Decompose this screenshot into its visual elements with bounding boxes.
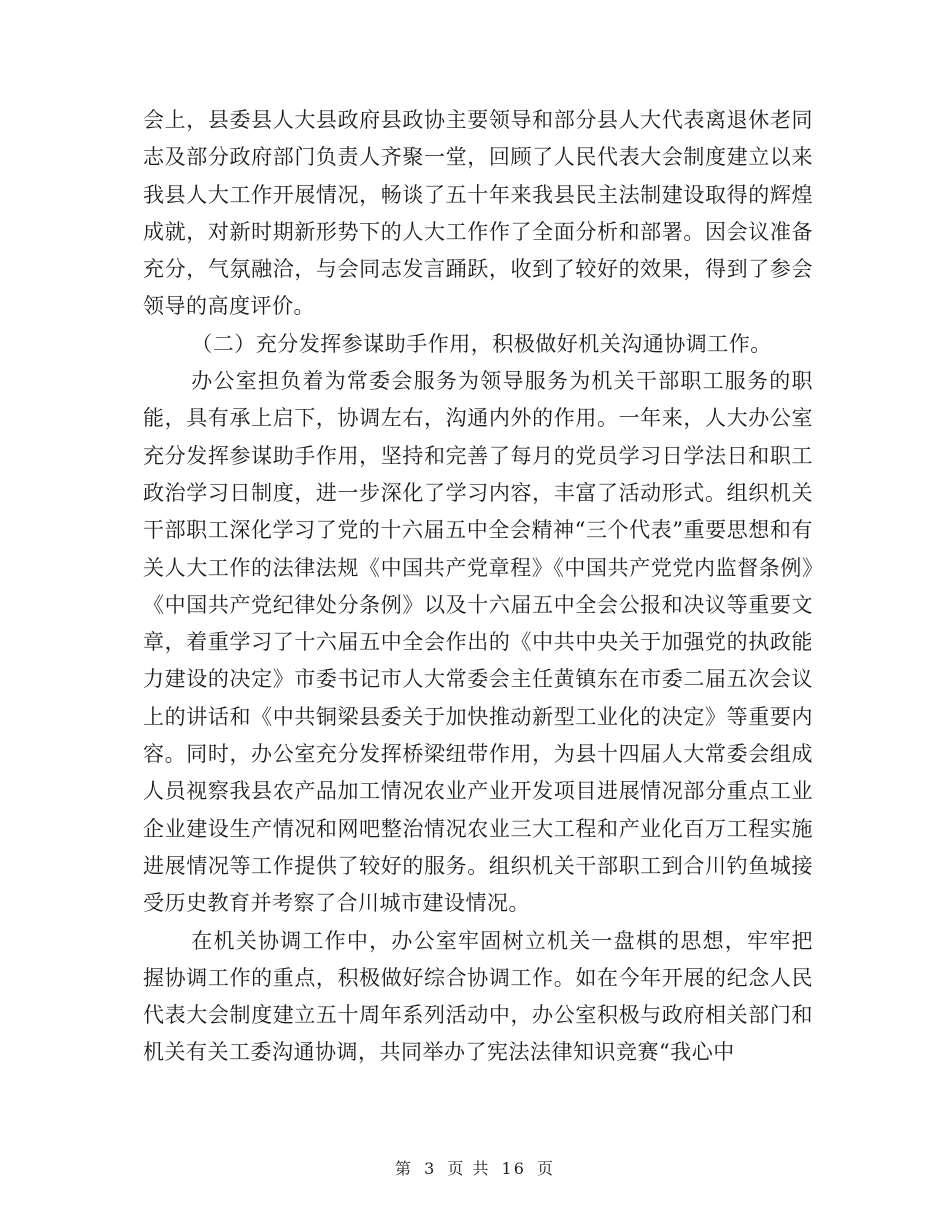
footer-prefix: 第: [394, 1159, 413, 1178]
paragraph-meeting-summary: 会上，县委县人大县政府县政协主要领导和部分县人大代表离退休老同志及部分政府部门负责人齐聚一堂，回顾了人民代表大会制度建立以来我县人大工作开展情况，畅谈了五十年来我县民主法制建设取得的辉煌成就，对新时期新形势下的人大工作作了全面分析和部署。因会议准备充分，气氛融洽，与会同志发言踊跃，收到了较好的效果，得到了参会领导的高度评价。: [143, 108, 813, 319]
section-heading-coordination: （二）充分发挥参谋助手作用，积极做好机关沟通协调工作。: [191, 331, 772, 356]
document-body: [143, 102, 813, 1072]
footer-total-pages: 16: [501, 1159, 526, 1178]
footer-suffix: 页: [537, 1159, 556, 1178]
paragraph-coordination-work: 在机关协调工作中，办公室牢固树立机关一盘棋的思想，牢牢把握协调工作的重点，积极做好综合协调工作。如在今年开展的纪念人民代表大会制度建立五十周年系列活动中，办公室积极与政府相关部门和机关有关工委沟通协调，共同举办了宪法法律知识竞赛“我心中: [143, 928, 813, 1065]
page-number-footer: [0, 1156, 950, 1179]
paragraph-office-duties: 办公室担负着为常委会服务为领导服务为机关干部职工服务的职能，具有承上启下，协调左右，沟通内外的作用。一年来，人大办公室充分发挥参谋助手作用，坚持和完善了每月的党员学习日学法日和职工政治学习日制度，进一步深化了学习内容，丰富了活动形式。组织机关干部职工深化学习了党的十六届五中全会精神“三个代表”重要思想和有关人大工作的法律法规《中国共产党章程》《中国共产党党内监督条例》《中国共产党纪律处分条例》以及十六届五中全会公报和决议等重要文章，着重学习了十六届五中全会作出的《中共中央关于加强党的执政能力建设的决定》市委书记市人大常委会主任黄镇东在市委二届五次会议上的讲话和《中共铜梁县委关于加快推动新型工业化的决定》等重要内容。同时，办公室充分发挥桥梁纽带作用，为县十四届人大常委会组成人员视察我县农产品加工情况农业产业开发项目进展情况部分重点工业企业建设生产情况和网吧整治情况农业三大工程和产业化百万工程实施进展情况等工作提供了较好的服务。组织机关干部职工到合川钓鱼城接受历史教育并考察了合川城市建设情况。: [143, 369, 813, 916]
footer-current-page: 3: [424, 1159, 437, 1178]
footer-middle: 页 共: [447, 1159, 491, 1178]
